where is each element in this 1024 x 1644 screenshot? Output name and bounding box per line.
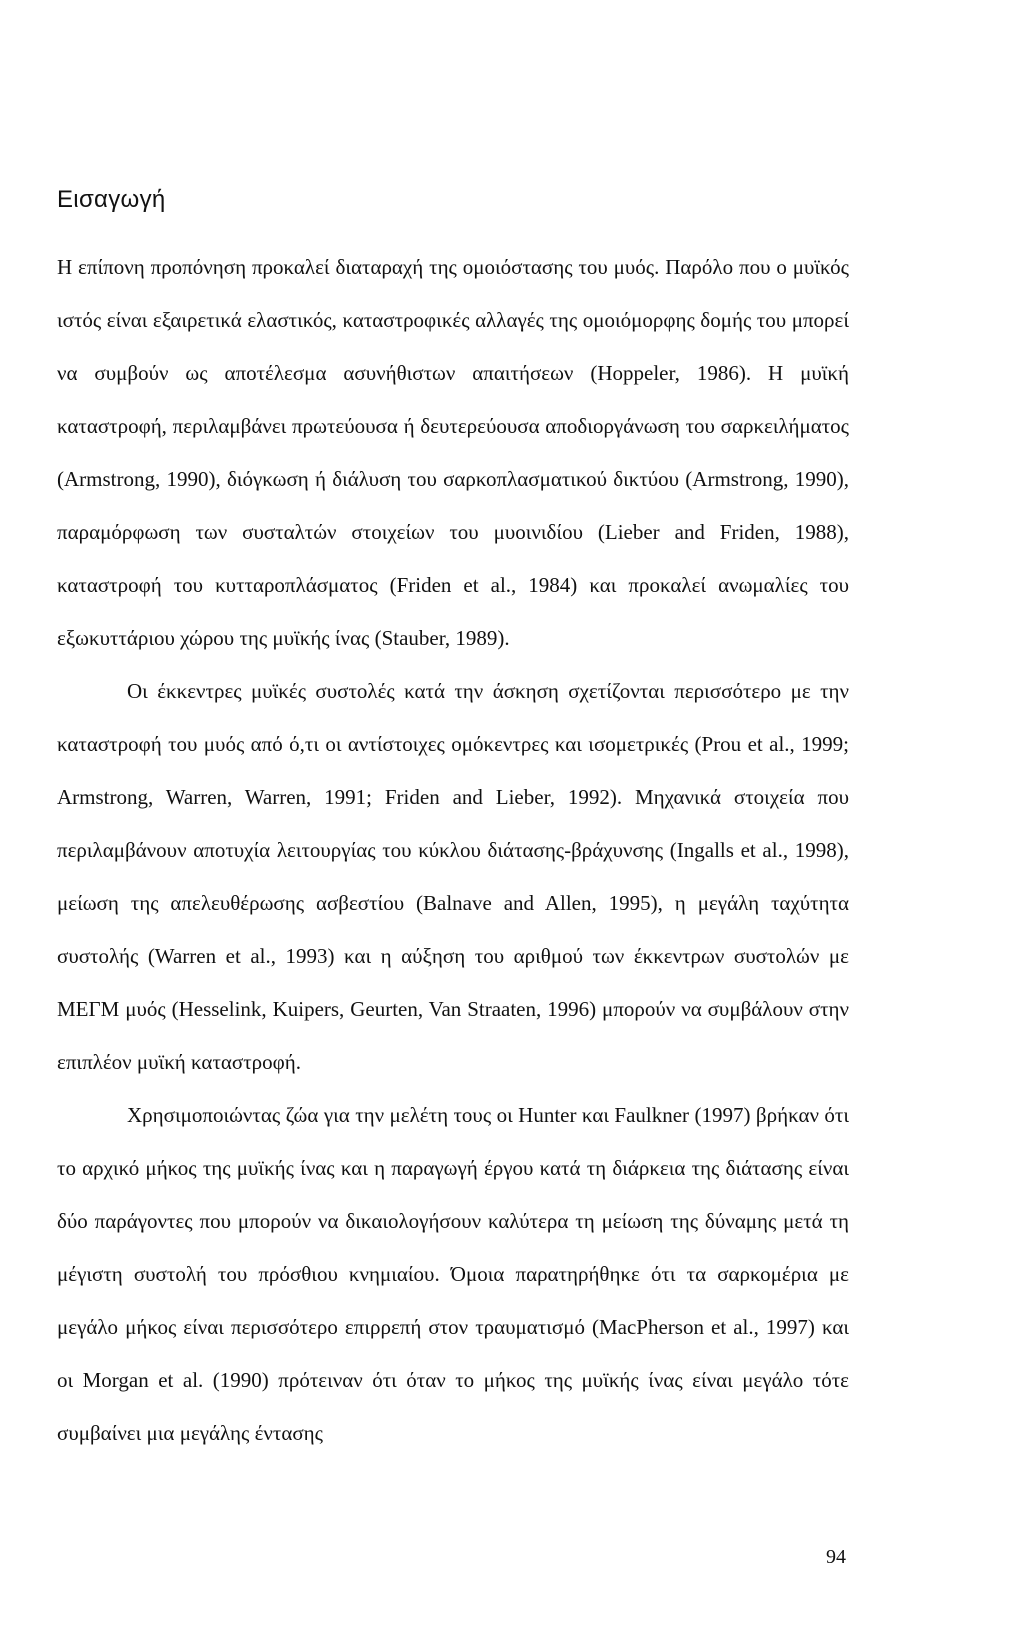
paragraph-3: Χρησιμοποιώντας ζώα για την μελέτη τους οι Hunter και Faulkner (1997) βρήκαν ότι το αρχικό μήκος της μυϊκής ίνας και η παραγωγή έργου κατά τη διάρκεια της διάτασης είναι δύο παράγοντες που μπορούν να δικαιολογήσουν καλύτερα τη μείωση της δύναμης μετά τη μέγιστη συστολή του πρόσθιου κνημιαίου. Όμοια παρατηρήθηκε ότι τα σαρκομέρια με μεγάλο μήκος είναι περισσότερο επιρρεπή στον τραυματισμό (MacPherson et al., 1997) και οι Morgan et al. (1990) πρότειναν ότι όταν το μήκος της μυϊκής ίνας είναι μεγάλο τότε συμβαίνει μια μεγάλης έντασης <box>57 1103 849 1445</box>
paragraph-1: Η επίπονη προπόνηση προκαλεί διαταραχή της ομοιόστασης του μυός. Παρόλο που ο μυϊκός ιστός είναι εξαιρετικά ελαστικός, καταστροφικές αλλαγές της ομοιόμορφης δομής του μπορεί να συμβούν ως αποτέλεσμα ασυνήθιστων απαιτήσεων (Hoppeler, 1986). Η μυϊκή καταστροφή, περιλαμβάνει πρωτεύουσα ή δευτερεύουσα αποδιοργάνωση του σαρκειλήματος (Armstrong, 1990), διόγκωση ή διάλυση του σαρκοπλασματικού δικτύου (Armstrong, 1990), παραμόρφωση των συσταλτών στοιχείων του μυοινιδίου (Lieber and Friden, 1988), καταστροφή του κυτταροπλάσματος (Friden et al., 1984) και προκαλεί ανωμαλίες του εξωκυττάριου χώρου της μυϊκής ίνας (Stauber, 1989). <box>57 255 849 650</box>
page-number: 94 <box>826 1546 846 1568</box>
body-text <box>57 241 849 1460</box>
section-heading: Εισαγωγή <box>57 186 166 213</box>
paragraph-2: Οι έκκεντρες μυϊκές συστολές κατά την άσκηση σχετίζονται περισσότερο με την καταστροφή του μυός από ό,τι οι αντίστοιχες ομόκεντρες και ισομετρικές (Prou et al., 1999; Armstrong, Warren, Warren, 1991; Friden and Lieber, 1992). Μηχανικά στοιχεία που περιλαμβάνουν αποτυχία λειτουργίας του κύκλου διάτασης-βράχυνσης (Ingalls et al., 1998), μείωση της απελευθέρωσης ασβεστίου (Balnave and Allen, 1995), η μεγάλη ταχύτητα συστολής (Warren et al., 1993) και η αύξηση του αριθμού των έκκεντρων συστολών με ΜΕΓΜ μυός (Hesselink, Kuipers, Geurten, Van Straaten, 1996) μπορούν να συμβάλουν στην επιπλέον μυϊκή καταστροφή. <box>57 679 849 1074</box>
